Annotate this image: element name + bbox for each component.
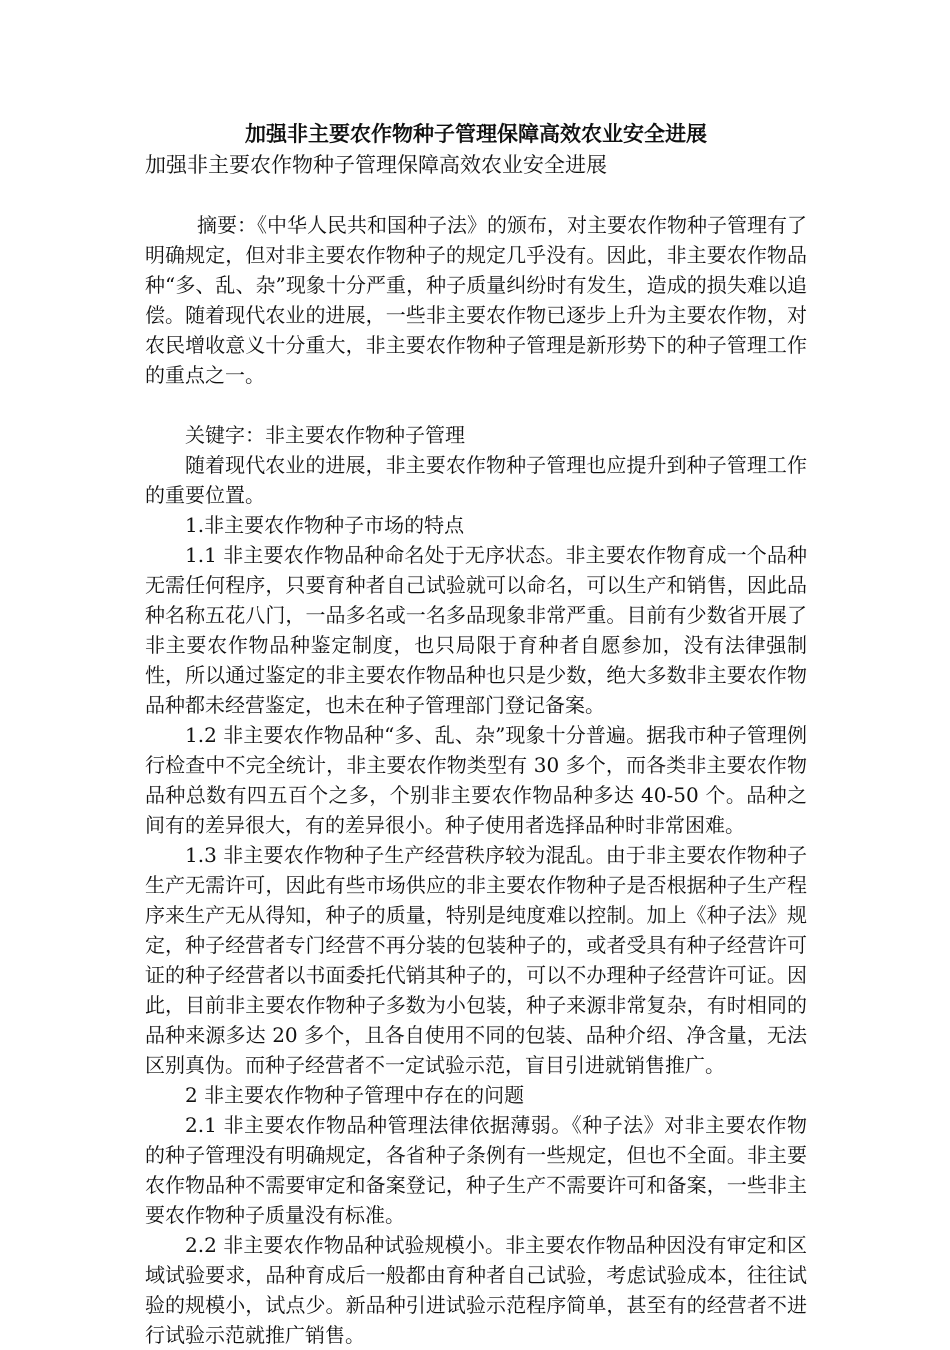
- section-1-heading: 1.非主要农作物种子市场的特点: [185, 513, 465, 537]
- section-2-2-paragraph: 2.2 非主要农作物品种试验规模小。非主要农作物品种因没有审定和区域试验要求，品种育成后一般都由育种者自己试验，考虑试验成本，往往试验的规模小，试点少。新品种引进试验示范程序简单，甚至有的经营者不进行试验示范就推广销售。: [145, 1233, 807, 1347]
- section-1-2-paragraph: 1.2 非主要农作物品种“多、乱、杂”现象十分普遍。据我市种子管理例行检查中不完全统计，非主要农作物类型有 30 多个，而各类非主要农作物品种总数有四五百个之多，个别非主要农作物品种多达 40-50 个。品种之间有的差异很大，有的差异很小。种子使用者选择品种时非常困难。: [145, 723, 807, 837]
- section-2-1-paragraph: 2.1 非主要农作物品种管理法律依据薄弱。《种子法》对非主要农作物的种子管理没有明确规定，各省种子条例有一些规定，但也不全面。非主要农作物品种不需要审定和备案登记，种子生产不需要许可和备案，一些非主要农作物种子质量没有标准。: [145, 1113, 807, 1227]
- abstract-paragraph: 摘要：《中华人民共和国种子法》的颁布，对主要农作物种子管理有了明确规定，但对非主要农作物种子的规定几乎没有。因此，非主要农作物品种“多、乱、杂”现象十分严重，种子质量纠纷时有发生，造成的损失难以追偿。随着现代农业的进展，一些非主要农作物已逐步上升为主要农作物，对农民增收意义十分重大，非主要农作物种子管理是新形势下的种子管理工作的重点之一。: [145, 213, 807, 387]
- keywords-line: 关键字：非主要农作物种子管理: [185, 423, 465, 447]
- document-title: 加强非主要农作物种子管理保障高效农业安全进展: [245, 122, 707, 146]
- section-2-heading: 2 非主要农作物种子管理中存在的问题: [185, 1083, 525, 1107]
- document-subtitle: 加强非主要农作物种子管理保障高效农业安全进展: [145, 153, 607, 177]
- document-page: [145, 118, 807, 1350]
- section-1-1-paragraph: 1.1 非主要农作物品种命名处于无序状态。非主要农作物育成一个品种无需任何程序，只要育种者自己试验就可以命名，可以生产和销售，因此品种名称五花八门，一品多名或一名多品现象非常严重。目前有少数省开展了非主要农作物品种鉴定制度，也只局限于育种者自愿参加，没有法律强制性，所以通过鉴定的非主要农作物品种也只是少数，绝大多数非主要农作物品种都未经营鉴定，也未在种子管理部门登记备案。: [145, 543, 807, 717]
- section-1-3-paragraph: 1.3 非主要农作物种子生产经营秩序较为混乱。由于非主要农作物种子生产无需许可，因此有些市场供应的非主要农作物种子是否根据种子生产程序来生产无从得知，种子的质量，特别是纯度难以控制。加上《种子法》规定，种子经营者专门经营不再分装的包装种子的，或者受具有种子经营许可证的种子经营者以书面委托代销其种子的，可以不办理种子经营许可证。因此，目前非主要农作物种子多数为小包装，种子来源非常复杂，有时相同的品种来源多达 20 多个，且各自使用不同的包装、品种介绍、净含量，无法区别真伪。而种子经营者不一定试验示范，盲目引进就销售推广。: [145, 843, 807, 1077]
- intro-paragraph: 随着现代农业的进展，非主要农作物种子管理也应提升到种子管理工作的重要位置。: [145, 453, 807, 507]
